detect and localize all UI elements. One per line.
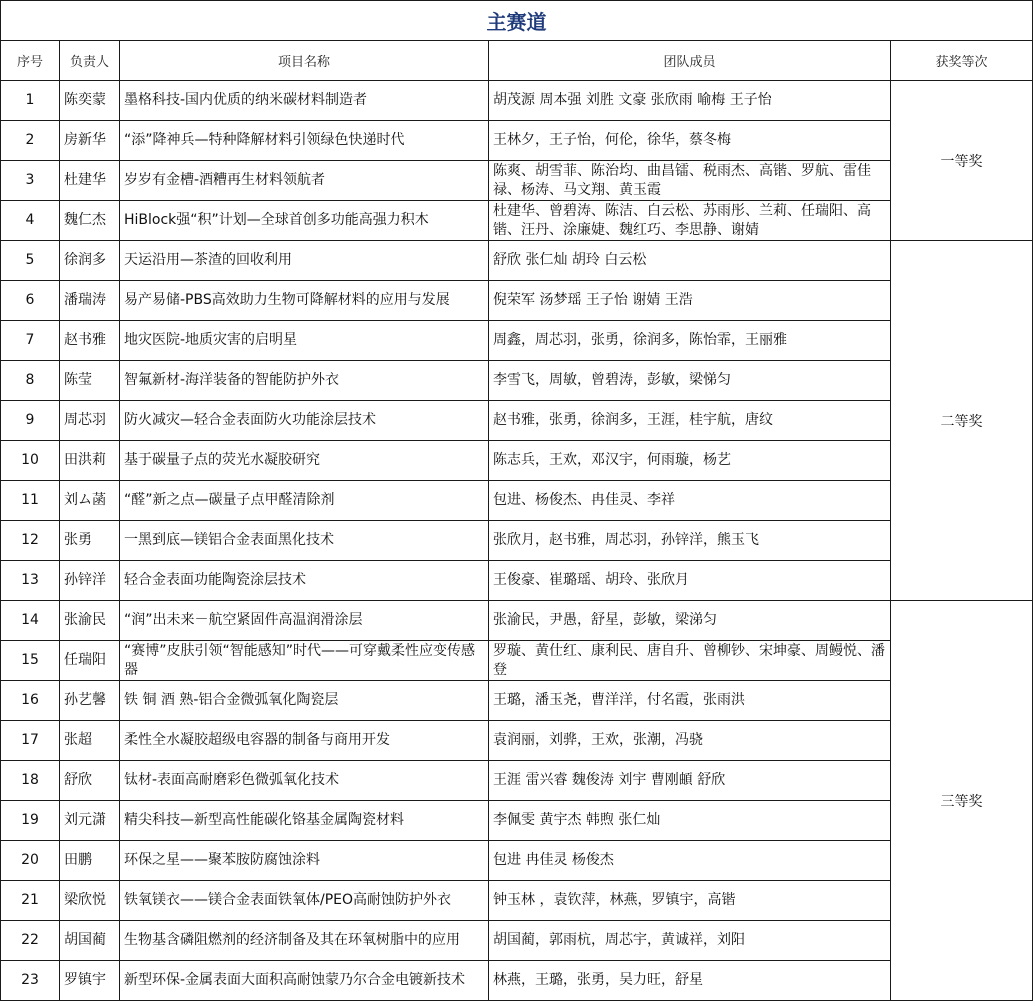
row-team-text: 罗璇、黄仕红、康利民、唐自升、曾柳钞、宋坤豪、周鳗悦、潘登 bbox=[493, 642, 885, 678]
table-row bbox=[1, 521, 1033, 561]
row-project bbox=[120, 721, 489, 761]
row-leader bbox=[60, 281, 120, 321]
row-team bbox=[489, 121, 891, 161]
row-project-text: 基于碳量子点的荧光水凝胶研究 bbox=[124, 452, 320, 468]
row-team-text: 胡国蔺，郭雨杭，周芯宇，黄诚祥，刘阳 bbox=[493, 932, 745, 948]
row-project bbox=[120, 401, 489, 441]
row-number bbox=[1, 961, 60, 1001]
row-leader bbox=[60, 601, 120, 641]
row-project bbox=[120, 641, 489, 681]
row-team bbox=[489, 881, 891, 921]
row-leader bbox=[60, 81, 120, 121]
row-team bbox=[489, 81, 891, 121]
row-project-text: “添”降神兵—特种降解材料引领绿色快递时代 bbox=[124, 132, 405, 148]
row-number-text: 23 bbox=[21, 972, 39, 988]
row-number-text: 13 bbox=[21, 572, 39, 588]
row-leader bbox=[60, 201, 120, 241]
row-leader bbox=[60, 401, 120, 441]
table-row bbox=[1, 961, 1033, 1001]
row-leader-text: 刘ム菡 bbox=[64, 492, 106, 508]
row-number bbox=[1, 841, 60, 881]
table-row bbox=[1, 881, 1033, 921]
table-row bbox=[1, 641, 1033, 681]
row-project-text: HiBlock强“积”计划—全球首创多功能高强力积木 bbox=[124, 212, 429, 228]
row-project-text: 岁岁有金槽-酒糟再生材料领航者 bbox=[124, 172, 326, 188]
row-project bbox=[120, 281, 489, 321]
row-team-text: 钟玉林 ，袁钦萍，林燕，罗镇宇，高锴 bbox=[493, 892, 736, 908]
row-project-text: 钛材-表面高耐磨彩色微弧氧化技术 bbox=[124, 772, 340, 788]
row-leader-text: 潘瑞涛 bbox=[64, 292, 106, 308]
row-team bbox=[489, 721, 891, 761]
row-project bbox=[120, 241, 489, 281]
row-number bbox=[1, 321, 60, 361]
award-level: 二等奖 bbox=[891, 241, 1033, 601]
row-team bbox=[489, 921, 891, 961]
row-number bbox=[1, 81, 60, 121]
row-project-text: “赛博”皮肤引领“智能感知”时代——可穿戴柔性应变传感器 bbox=[124, 642, 476, 678]
row-leader bbox=[60, 761, 120, 801]
row-project-text: 墨格科技-国内优质的纳米碳材料制造者 bbox=[124, 92, 368, 108]
row-number bbox=[1, 161, 60, 201]
table-row bbox=[1, 281, 1033, 321]
row-team bbox=[489, 841, 891, 881]
row-number-text: 20 bbox=[21, 852, 39, 868]
row-project bbox=[120, 361, 489, 401]
row-number bbox=[1, 881, 60, 921]
row-leader bbox=[60, 921, 120, 961]
row-team-text: 周鑫，周芯羽，张勇，徐润多，陈怡霏，王丽雅 bbox=[493, 332, 787, 348]
row-project-text: “醛”新之点—碳量子点甲醛清除剂 bbox=[124, 492, 335, 508]
header-project: 项目名称 bbox=[120, 41, 489, 81]
row-number bbox=[1, 561, 60, 601]
row-project-text: 柔性全水凝胶超级电容器的制备与商用开发 bbox=[124, 732, 390, 748]
row-leader-text: 梁欣悦 bbox=[64, 892, 106, 908]
row-team bbox=[489, 801, 891, 841]
row-leader bbox=[60, 241, 120, 281]
row-project bbox=[120, 961, 489, 1001]
row-number-text: 5 bbox=[25, 252, 35, 268]
row-number-text: 6 bbox=[25, 292, 35, 308]
table-row bbox=[1, 681, 1033, 721]
row-leader bbox=[60, 961, 120, 1001]
row-project-text: 一黑到底—镁铝合金表面黑化技术 bbox=[124, 532, 334, 548]
table-row bbox=[1, 441, 1033, 481]
row-number bbox=[1, 121, 60, 161]
row-team-text: 倪荣军 汤梦瑶 王子怡 谢婧 王浩 bbox=[493, 292, 693, 308]
row-team-text: 李雪飞，周敏，曾碧涛，彭敏，梁悌匀 bbox=[493, 372, 731, 388]
row-leader-text: 任瑞阳 bbox=[64, 652, 106, 668]
row-project-text: 天运沿用—茶渣的回收利用 bbox=[124, 252, 292, 268]
table-row bbox=[1, 241, 1033, 281]
row-project bbox=[120, 161, 489, 201]
row-number-text: 22 bbox=[21, 932, 39, 948]
table-title: 主赛道 bbox=[1, 1, 1033, 41]
table-row bbox=[1, 161, 1033, 201]
row-number bbox=[1, 721, 60, 761]
row-leader-text: 杜建华 bbox=[64, 172, 106, 188]
table-row bbox=[1, 481, 1033, 521]
row-number-text: 19 bbox=[21, 812, 39, 828]
row-team bbox=[489, 161, 891, 201]
row-team-text: 王涯 雷兴睿 魏俊涛 刘宇 曹刚頔 舒欣 bbox=[493, 772, 726, 788]
row-team bbox=[489, 361, 891, 401]
row-team-text: 陈志兵，王欢，邓汉宇，何雨璇，杨艺 bbox=[493, 452, 731, 468]
row-number-text: 8 bbox=[25, 372, 35, 388]
row-number-text: 15 bbox=[21, 652, 39, 668]
row-leader-text: 孙锌洋 bbox=[64, 572, 106, 588]
row-project-text: 环保之星——聚苯胺防腐蚀涂料 bbox=[124, 852, 320, 868]
row-leader-text: 田鹏 bbox=[64, 852, 92, 868]
row-leader bbox=[60, 521, 120, 561]
row-project-text: 铁 铜 酒 熟-铝合金微弧氧化陶瓷层 bbox=[124, 692, 339, 708]
row-leader-text: 孙艺馨 bbox=[64, 692, 106, 708]
row-number bbox=[1, 641, 60, 681]
table-row bbox=[1, 401, 1033, 441]
row-leader-text: 陈奕蒙 bbox=[64, 92, 106, 108]
row-leader-text: 魏仁杰 bbox=[64, 212, 106, 228]
row-project bbox=[120, 481, 489, 521]
row-project-text: 地灾医院-地质灾害的启明星 bbox=[124, 332, 298, 348]
row-team-text: 林燕，王璐，张勇，吴力旺，舒星 bbox=[493, 972, 703, 988]
row-team-text: 胡茂源 周本强 刘胜 文豪 张欣雨 喻梅 王子怡 bbox=[493, 92, 772, 108]
row-leader-text: 徐润多 bbox=[64, 252, 106, 268]
table-row bbox=[1, 761, 1033, 801]
row-leader bbox=[60, 881, 120, 921]
header-leader: 负责人 bbox=[60, 41, 120, 81]
row-team-text: 包进、杨俊杰、冉佳灵、李祥 bbox=[493, 492, 675, 508]
table-row bbox=[1, 841, 1033, 881]
row-project bbox=[120, 521, 489, 561]
row-leader bbox=[60, 481, 120, 521]
row-team bbox=[489, 241, 891, 281]
row-team bbox=[489, 521, 891, 561]
header-team: 团队成员 bbox=[489, 41, 891, 81]
row-team bbox=[489, 441, 891, 481]
row-leader bbox=[60, 161, 120, 201]
row-project-text: 精尖科技—新型高性能碳化铬基金属陶瓷材料 bbox=[124, 812, 404, 828]
row-project-text: 轻合金表面功能陶瓷涂层技术 bbox=[124, 572, 306, 588]
row-leader-text: 赵书雅 bbox=[64, 332, 106, 348]
row-number-text: 17 bbox=[21, 732, 39, 748]
table-row bbox=[1, 601, 1033, 641]
row-team-text: 王璐，潘玉尧，曹洋洋，付名霞，张雨洪 bbox=[493, 692, 745, 708]
row-number-text: 16 bbox=[21, 692, 39, 708]
row-leader-text: 张渝民 bbox=[64, 612, 106, 628]
table-row bbox=[1, 121, 1033, 161]
row-team bbox=[489, 561, 891, 601]
row-leader-text: 张超 bbox=[64, 732, 92, 748]
row-team bbox=[489, 481, 891, 521]
row-leader-text: 刘元潇 bbox=[64, 812, 106, 828]
row-leader-text: 陈莹 bbox=[64, 372, 92, 388]
row-team bbox=[489, 681, 891, 721]
row-number-text: 18 bbox=[21, 772, 39, 788]
row-team bbox=[489, 961, 891, 1001]
row-team bbox=[489, 761, 891, 801]
row-number-text: 1 bbox=[25, 92, 35, 108]
award-level: 三等奖 bbox=[891, 601, 1033, 1001]
row-project bbox=[120, 441, 489, 481]
row-team-text: 张欣月，赵书雅，周芯羽，孙锌洋，熊玉飞 bbox=[493, 532, 759, 548]
table-row bbox=[1, 201, 1033, 241]
row-number-text: 9 bbox=[25, 412, 35, 428]
row-project-text: 防火减灾—轻合金表面防火功能涂层技术 bbox=[124, 412, 376, 428]
row-team-text: 杜建华、曾碧涛、陈洁、白云松、苏雨彤、兰莉、任瑞阳、高锴、汪丹、涂廉婕、魏红巧、李思静、谢婧 bbox=[493, 202, 871, 238]
row-leader bbox=[60, 721, 120, 761]
row-number bbox=[1, 361, 60, 401]
row-project bbox=[120, 681, 489, 721]
row-number bbox=[1, 521, 60, 561]
row-leader-text: 罗镇宇 bbox=[64, 972, 106, 988]
table-row bbox=[1, 561, 1033, 601]
row-number bbox=[1, 801, 60, 841]
row-project-text: 铁氧镁衣——镁合金表面铁氧体/PEO高耐蚀防护外衣 bbox=[124, 892, 452, 908]
row-team-text: 包进 冉佳灵 杨俊杰 bbox=[493, 852, 614, 868]
row-leader-text: 房新华 bbox=[64, 132, 106, 148]
row-team-text: 赵书雅，张勇，徐润多，王涯，桂宇航，唐纹 bbox=[493, 412, 773, 428]
row-leader-text: 田洪莉 bbox=[64, 452, 106, 468]
row-number bbox=[1, 281, 60, 321]
row-project bbox=[120, 81, 489, 121]
row-team-text: 陈爽、胡雪菲、陈治均、曲昌镭、税雨杰、高锴、罗航、雷佳禄、杨涛、马文翔、黄玉霞 bbox=[493, 162, 871, 198]
table-row bbox=[1, 801, 1033, 841]
row-project-text: 新型环保-金属表面大面积高耐蚀蒙乃尔合金电镀新技术 bbox=[124, 972, 466, 988]
row-project-text: 易产易储-PBS高效助力生物可降解材料的应用与发展 bbox=[124, 292, 450, 308]
row-number bbox=[1, 481, 60, 521]
row-project bbox=[120, 561, 489, 601]
row-leader bbox=[60, 441, 120, 481]
row-number-text: 14 bbox=[21, 612, 39, 628]
row-team-text: 舒欣 张仁灿 胡玲 白云松 bbox=[493, 252, 647, 268]
row-project bbox=[120, 881, 489, 921]
row-leader bbox=[60, 321, 120, 361]
row-number bbox=[1, 201, 60, 241]
row-number bbox=[1, 681, 60, 721]
row-project bbox=[120, 121, 489, 161]
row-leader bbox=[60, 841, 120, 881]
table-row bbox=[1, 81, 1033, 121]
row-leader bbox=[60, 641, 120, 681]
row-project bbox=[120, 841, 489, 881]
award-level: 一等奖 bbox=[891, 81, 1033, 241]
row-team-text: 王俊豪、崔璐瑶、胡玲、张欣月 bbox=[493, 572, 689, 588]
header-number: 序号 bbox=[1, 41, 60, 81]
row-leader-text: 张勇 bbox=[64, 532, 92, 548]
table-row bbox=[1, 921, 1033, 961]
table-row bbox=[1, 721, 1033, 761]
row-leader bbox=[60, 561, 120, 601]
row-team bbox=[489, 641, 891, 681]
row-team bbox=[489, 201, 891, 241]
row-project bbox=[120, 201, 489, 241]
row-team bbox=[489, 601, 891, 641]
row-number-text: 12 bbox=[21, 532, 39, 548]
row-number-text: 3 bbox=[25, 172, 35, 188]
table-row bbox=[1, 361, 1033, 401]
row-team-text: 张渝民，尹愚，舒星，彭敏，梁涕匀 bbox=[493, 612, 717, 628]
row-leader bbox=[60, 681, 120, 721]
row-number-text: 4 bbox=[25, 212, 35, 228]
row-team bbox=[489, 321, 891, 361]
row-number bbox=[1, 241, 60, 281]
row-project bbox=[120, 801, 489, 841]
row-number-text: 21 bbox=[21, 892, 39, 908]
row-number bbox=[1, 401, 60, 441]
table-row bbox=[1, 321, 1033, 361]
row-number bbox=[1, 441, 60, 481]
row-number-text: 2 bbox=[25, 132, 35, 148]
row-number-text: 11 bbox=[21, 492, 39, 508]
row-team bbox=[489, 401, 891, 441]
row-team-text: 李佩雯 黄宇杰 韩煦 张仁灿 bbox=[493, 812, 661, 828]
row-number bbox=[1, 761, 60, 801]
row-leader bbox=[60, 801, 120, 841]
row-number bbox=[1, 921, 60, 961]
row-project bbox=[120, 321, 489, 361]
row-project-text: 生物基含磷阻燃剂的经济制备及其在环氧树脂中的应用 bbox=[124, 932, 460, 948]
row-leader-text: 胡国蔺 bbox=[64, 932, 106, 948]
row-leader bbox=[60, 121, 120, 161]
row-project bbox=[120, 601, 489, 641]
row-team-text: 袁润丽，刘骅，王欢，张潮，冯骁 bbox=[493, 732, 703, 748]
row-project bbox=[120, 761, 489, 801]
row-project bbox=[120, 921, 489, 961]
header-award: 获奖等次 bbox=[891, 41, 1033, 81]
row-project-text: “润”出未来－航空紧固件高温润滑涂层 bbox=[124, 612, 363, 628]
row-project-text: 智氟新材-海洋装备的智能防护外衣 bbox=[124, 372, 340, 388]
row-leader bbox=[60, 361, 120, 401]
row-number bbox=[1, 601, 60, 641]
row-number-text: 10 bbox=[21, 452, 39, 468]
row-team bbox=[489, 281, 891, 321]
row-number-text: 7 bbox=[25, 332, 35, 348]
row-team-text: 王林夕，王子怡，何伦，徐华，蔡冬梅 bbox=[493, 132, 731, 148]
row-leader-text: 舒欣 bbox=[64, 772, 92, 788]
row-leader-text: 周芯羽 bbox=[64, 412, 106, 428]
